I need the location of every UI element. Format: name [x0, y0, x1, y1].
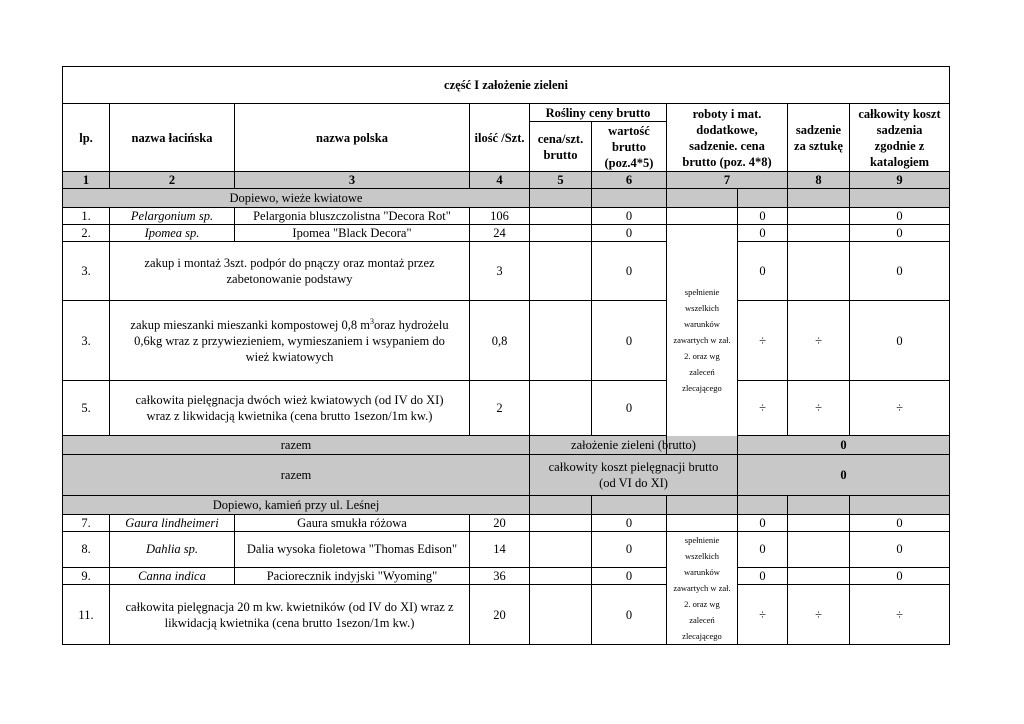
table-row: [63, 381, 950, 436]
row-unit-price: [530, 532, 592, 568]
row-qty: 14: [470, 532, 530, 568]
col-number: 9: [850, 172, 950, 189]
row-lp: 8.: [63, 532, 110, 568]
row-qty: 24: [470, 225, 530, 242]
row-planting-cost: 0: [738, 242, 788, 301]
section-title: Dopiewo, kamień przy ul. Leśnej: [63, 496, 530, 515]
table-row: [63, 532, 950, 568]
empty-cell: [850, 189, 950, 208]
row-qty: 3: [470, 242, 530, 301]
row-total: 0: [850, 301, 950, 381]
col-number: 3: [235, 172, 470, 189]
row-planting-cost: 0: [738, 515, 788, 532]
table-row: [63, 208, 950, 225]
row-planting-cost: ÷: [738, 585, 788, 645]
col-number: 8: [788, 172, 850, 189]
row-value: 0: [592, 585, 667, 645]
summary-label: razem: [63, 455, 530, 496]
row-value: 0: [592, 225, 667, 242]
header-works: roboty i mat. dodatkowe, sadzenie. cena brutto (poz. 4*8): [667, 104, 788, 172]
header-value: wartość brutto (poz.4*5): [592, 122, 667, 172]
row-planting: [788, 208, 850, 225]
row-planting: [788, 225, 850, 242]
table-row: [63, 515, 950, 532]
row-planting: [788, 567, 850, 585]
row-value: 0: [592, 242, 667, 301]
row-polish: Paciorecznik indyjski "Wyoming": [235, 567, 470, 585]
row-planting: ÷: [788, 381, 850, 436]
row-lp: 2.: [63, 225, 110, 242]
row-unit-price: [530, 242, 592, 301]
col-number: 7: [667, 172, 788, 189]
table-row: [63, 301, 950, 381]
header-total-cost: całkowity koszt sadzenia zgodnie z katalogiem: [850, 104, 950, 172]
row-qty: 36: [470, 567, 530, 585]
row-unit-price: [530, 301, 592, 381]
row-qty: 2: [470, 381, 530, 436]
empty-cell: [788, 496, 850, 515]
row-planting-cost: ÷: [738, 301, 788, 381]
empty-cell: [738, 189, 788, 208]
empty-cell: [530, 189, 592, 208]
summary-value: 0: [738, 436, 950, 455]
empty-cell: [667, 189, 738, 208]
row-total: ÷: [850, 381, 950, 436]
row-planting-cost: ÷: [738, 381, 788, 436]
cost-table: [62, 66, 950, 645]
row-value: 0: [592, 567, 667, 585]
row-lp: 11.: [63, 585, 110, 645]
row-qty: 20: [470, 585, 530, 645]
col-number: 1: [63, 172, 110, 189]
summary-label: razem: [63, 436, 530, 455]
row-latin: Gaura lindheimeri: [110, 515, 235, 532]
summary-description: całkowity koszt pielęgnacji brutto (od VI do XI): [530, 455, 738, 496]
row-total: 0: [850, 515, 950, 532]
header-planting: sadzenie za sztukę: [788, 104, 850, 172]
row-unit-price: [530, 515, 592, 532]
col-number: 6: [592, 172, 667, 189]
row-unit-price: [530, 585, 592, 645]
empty-cell: [788, 189, 850, 208]
row-description: całkowita pielęgnacja dwóch wież kwiatowych (od IV do XI) wraz z likwidacją kwietnika (cena brutto 1sezon/1m kw.): [110, 381, 470, 436]
table-row: [63, 242, 950, 301]
row-lp: 9.: [63, 567, 110, 585]
row-unit-price: [530, 208, 592, 225]
row-lp: 7.: [63, 515, 110, 532]
row-planting: ÷: [788, 301, 850, 381]
requirements-note: spełnienie wszelkich warunków zawartych w zał. 2. oraz wg zaleceń zlecającego: [667, 532, 738, 645]
row-total: 0: [850, 208, 950, 225]
row-total: 0: [850, 567, 950, 585]
row-lp: 3.: [63, 242, 110, 301]
header-quantity: ilość /Szt.: [470, 104, 530, 172]
row-planting: [788, 532, 850, 568]
row-lp: 1.: [63, 208, 110, 225]
table-row: [63, 585, 950, 645]
row-polish: Dalia wysoka fioletowa "Thomas Edison": [235, 532, 470, 568]
empty-cell: [738, 496, 788, 515]
empty-cell: [667, 496, 738, 515]
row-planting-cost: 0: [738, 225, 788, 242]
row-planting: ÷: [788, 585, 850, 645]
row-value: 0: [592, 381, 667, 436]
row-total: 0: [850, 225, 950, 242]
col-number: 5: [530, 172, 592, 189]
header-lp: lp.: [63, 104, 110, 172]
row-planting: [788, 242, 850, 301]
header-plants-prices: Rośliny ceny brutto: [530, 104, 667, 122]
section-title: Dopiewo, wieże kwiatowe: [63, 189, 530, 208]
summary-value: 0: [738, 455, 950, 496]
empty-cell: [592, 496, 667, 515]
empty-cell: [592, 189, 667, 208]
row-polish: Gaura smukła różowa: [235, 515, 470, 532]
header-latin-name: nazwa łacińska: [110, 104, 235, 172]
row-unit-price: [530, 567, 592, 585]
row-description: całkowita pielęgnacja 20 m kw. kwietników (od IV do XI) wraz z likwidacją kwietnika (cena brutto 1sezon/1m kw.): [110, 585, 470, 645]
row-qty: 20: [470, 515, 530, 532]
row-value: 0: [592, 208, 667, 225]
header-polish-name: nazwa polska: [235, 104, 470, 172]
row-qty: 0,8: [470, 301, 530, 381]
row-latin: Canna indica: [110, 567, 235, 585]
row-value: 0: [592, 532, 667, 568]
row-qty: 106: [470, 208, 530, 225]
empty-cell: [530, 496, 592, 515]
row-description: zakup i montaż 3szt. podpór do pnączy oraz montaż przez zabetonowanie podstawy: [110, 242, 470, 301]
empty-cell: [850, 496, 950, 515]
row-latin: Ipomea sp.: [110, 225, 235, 242]
row-planting-cost: 0: [738, 567, 788, 585]
summary-description: założenie zieleni (brutto): [530, 436, 738, 455]
row-works: [667, 515, 738, 532]
row-polish: Ipomea "Black Decora": [235, 225, 470, 242]
row-lp: 3.: [63, 301, 110, 381]
requirements-note: spełnienie wszelkich warunków zawartych w zał. 2. oraz wg zaleceń zlecającego: [667, 225, 738, 455]
row-works: [667, 208, 738, 225]
row-value: 0: [592, 515, 667, 532]
row-planting-cost: 0: [738, 532, 788, 568]
row-total: 0: [850, 242, 950, 301]
row-lp: 5.: [63, 381, 110, 436]
row-total: 0: [850, 532, 950, 568]
row-unit-price: [530, 381, 592, 436]
row-total: ÷: [850, 585, 950, 645]
table-row: [63, 567, 950, 585]
col-number: 4: [470, 172, 530, 189]
row-latin: Pelargonium sp.: [110, 208, 235, 225]
row-value: 0: [592, 301, 667, 381]
col-number: 2: [110, 172, 235, 189]
row-unit-price: [530, 225, 592, 242]
table-title: część I założenie zieleni: [63, 67, 950, 104]
header-unit-price: cena/szt. brutto: [530, 122, 592, 172]
row-polish: Pelargonia bluszczolistna "Decora Rot": [235, 208, 470, 225]
row-latin: Dahlia sp.: [110, 532, 235, 568]
table-row: [63, 225, 950, 242]
row-description: zakup mieszanki mieszanki kompostowej 0,8 $m^3oraz$ hydrożelu 0,6kg wraz z przywiezieniem, wymieszaniem i wsypaniem do wież kwiatowych: [110, 301, 470, 381]
row-planting-cost: 0: [738, 208, 788, 225]
row-planting: [788, 515, 850, 532]
